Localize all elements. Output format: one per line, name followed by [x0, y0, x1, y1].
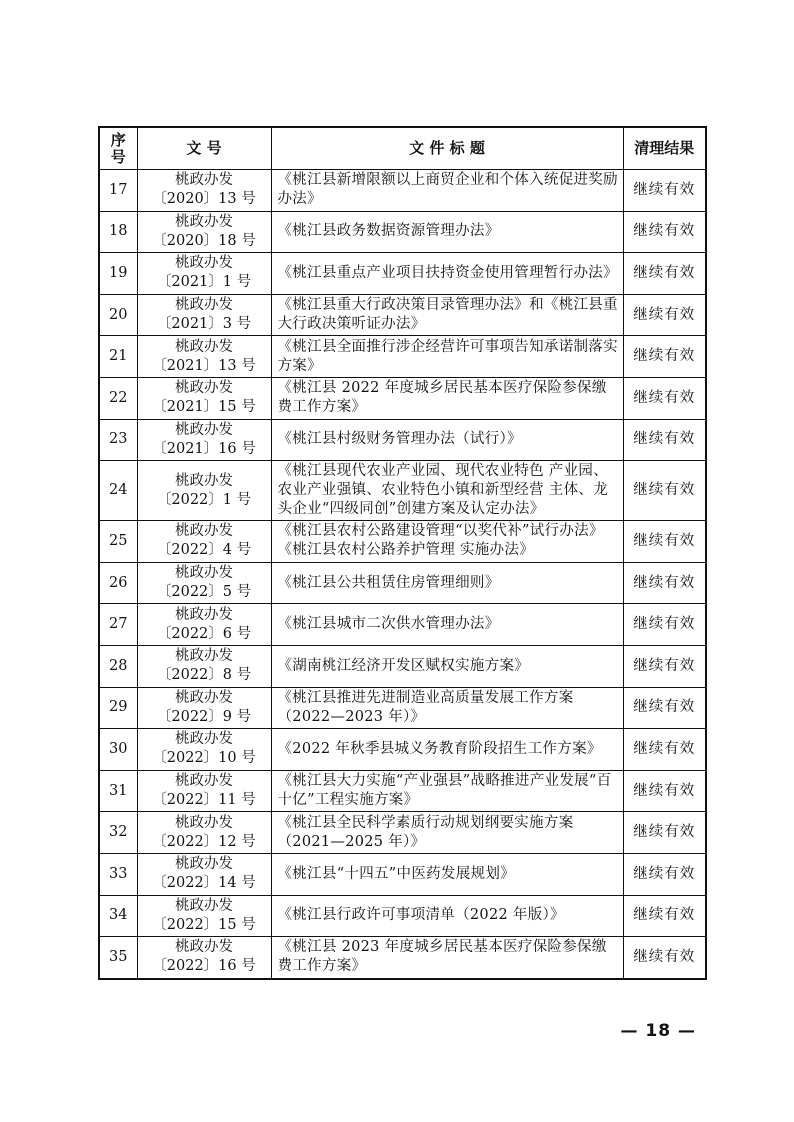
row-result: 继续有效 — [623, 461, 706, 521]
row-result: 继续有效 — [623, 687, 706, 729]
doc-no-number: 〔2020〕13 号 — [152, 191, 256, 208]
doc-no-prefix: 桃政办发 — [175, 213, 233, 230]
doc-no-number: 〔2022〕1 号 — [156, 491, 252, 508]
doc-no-prefix: 桃政办发 — [175, 255, 233, 272]
row-seq: 33 — [99, 853, 137, 895]
row-seq: 22 — [99, 377, 137, 419]
table-row — [99, 294, 706, 336]
table-row — [99, 812, 706, 854]
row-seq: 27 — [99, 604, 137, 646]
row-title: 《桃江县 2022 年度城乡居民基本医疗保险参保缴费工作方案》 — [271, 377, 623, 419]
doc-no-prefix: 桃政办发 — [175, 606, 233, 623]
doc-no-number: 〔2021〕13 号 — [152, 357, 256, 374]
row-title: 《桃江县全面推行涉企经营许可事项告知承诺制落实方案》 — [271, 336, 623, 378]
row-doc-no — [137, 170, 271, 212]
row-title: 《桃江县公共租赁住房管理细则》 — [271, 562, 623, 604]
table-row — [99, 377, 706, 419]
doc-no-number: 〔2021〕3 号 — [156, 316, 252, 333]
row-seq: 31 — [99, 770, 137, 812]
doc-no-prefix: 桃政办发 — [175, 472, 233, 489]
row-title: 《桃江县政务数据资源管理办法》 — [271, 211, 623, 253]
row-title: 《桃江县“十四五”中医药发展规划》 — [271, 853, 623, 895]
row-title: 《桃江县新增限额以上商贸企业和个体入统促进奖励办法》 — [271, 170, 623, 212]
row-result: 继续有效 — [623, 853, 706, 895]
row-title: 《桃江县推进先进制造业高质量发展工作方案（2022—2023 年）》 — [271, 687, 623, 729]
header-title: 文 件 标 题 — [271, 127, 623, 170]
table-row — [99, 770, 706, 812]
row-result: 继续有效 — [623, 562, 706, 604]
row-seq: 26 — [99, 562, 137, 604]
row-result: 继续有效 — [623, 604, 706, 646]
document-table — [98, 126, 707, 980]
row-seq: 28 — [99, 645, 137, 687]
row-seq: 18 — [99, 211, 137, 253]
page-number: — 18 — — [620, 1021, 696, 1041]
row-doc-no — [137, 687, 271, 729]
row-title: 《桃江县村级财务管理办法（试行）》 — [271, 419, 623, 461]
row-result: 继续有效 — [623, 419, 706, 461]
doc-no-prefix: 桃政办发 — [175, 523, 233, 540]
row-title: 《桃江县重大行政决策目录管理办法》和《桃江县重大行政决策听证办法》 — [271, 294, 623, 336]
doc-no-number: 〔2022〕8 号 — [156, 667, 252, 684]
table-row — [99, 937, 706, 979]
row-doc-no — [137, 645, 271, 687]
doc-no-number: 〔2022〕14 号 — [152, 875, 256, 892]
row-doc-no — [137, 770, 271, 812]
doc-no-prefix: 桃政办发 — [175, 172, 233, 189]
table-row — [99, 211, 706, 253]
table-row — [99, 645, 706, 687]
doc-no-prefix: 桃政办发 — [175, 731, 233, 748]
row-title: 《桃江县现代农业产业园、现代农业特色 产业园、农业产业强镇、农业特色小镇和新型经营 主体、龙头企业“四级同创”创建方案及认定办法》 — [271, 461, 623, 521]
doc-no-number: 〔2022〕15 号 — [152, 916, 256, 933]
doc-no-prefix: 桃政办发 — [175, 338, 233, 355]
row-doc-no — [137, 211, 271, 253]
row-doc-no — [137, 895, 271, 937]
doc-no-prefix: 桃政办发 — [175, 689, 233, 706]
doc-no-number: 〔2021〕16 号 — [152, 440, 256, 457]
row-doc-no — [137, 604, 271, 646]
row-title: 《2022 年秋季县城义务教育阶段招生工作方案》 — [271, 729, 623, 771]
table-row — [99, 687, 706, 729]
row-result: 继续有效 — [623, 377, 706, 419]
row-doc-no — [137, 521, 271, 563]
doc-no-number: 〔2022〕5 号 — [156, 584, 252, 601]
table-row — [99, 853, 706, 895]
row-doc-no — [137, 812, 271, 854]
doc-no-number: 〔2020〕18 号 — [152, 232, 256, 249]
table-row — [99, 461, 706, 521]
doc-no-prefix: 桃政办发 — [175, 897, 233, 914]
table-row — [99, 170, 706, 212]
doc-no-prefix: 桃政办发 — [175, 421, 233, 438]
row-title: 《桃江县城市二次供水管理办法》 — [271, 604, 623, 646]
doc-no-number: 〔2021〕1 号 — [156, 274, 252, 291]
table-header-row — [99, 127, 706, 170]
row-doc-no — [137, 853, 271, 895]
row-seq: 25 — [99, 521, 137, 563]
table-row — [99, 604, 706, 646]
row-doc-no — [137, 253, 271, 295]
row-title: 《桃江县行政许可事项清单（2022 年版）》 — [271, 895, 623, 937]
doc-no-number: 〔2022〕12 号 — [152, 833, 256, 850]
row-result: 继续有效 — [623, 521, 706, 563]
doc-no-number: 〔2022〕4 号 — [156, 542, 252, 559]
table-row — [99, 336, 706, 378]
row-result: 继续有效 — [623, 895, 706, 937]
doc-no-prefix: 桃政办发 — [175, 648, 233, 665]
doc-no-number: 〔2021〕15 号 — [152, 399, 256, 416]
header-doc-no: 文 号 — [137, 127, 271, 170]
doc-no-prefix: 桃政办发 — [175, 773, 233, 790]
row-doc-no — [137, 336, 271, 378]
table-row — [99, 253, 706, 295]
header-seq — [99, 127, 137, 170]
header-result: 清理结果 — [623, 127, 706, 170]
row-doc-no — [137, 562, 271, 604]
doc-no-prefix: 桃政办发 — [175, 856, 233, 873]
doc-no-number: 〔2022〕11 号 — [152, 792, 256, 809]
row-seq: 30 — [99, 729, 137, 771]
doc-no-prefix: 桃政办发 — [175, 939, 233, 956]
doc-no-prefix: 桃政办发 — [175, 297, 233, 314]
row-title: 《湖南桃江经济开发区赋权实施方案》 — [271, 645, 623, 687]
table-body — [99, 170, 706, 979]
row-result: 继续有效 — [623, 937, 706, 979]
row-seq: 29 — [99, 687, 137, 729]
row-seq: 23 — [99, 419, 137, 461]
row-result: 继续有效 — [623, 253, 706, 295]
row-seq: 20 — [99, 294, 137, 336]
row-result: 继续有效 — [623, 645, 706, 687]
table-row — [99, 521, 706, 563]
doc-no-number: 〔2022〕10 号 — [152, 750, 256, 767]
row-title: 《桃江县全民科学素质行动规划纲要实施方案（2021—2025 年）》 — [271, 812, 623, 854]
row-seq: 21 — [99, 336, 137, 378]
table-row — [99, 562, 706, 604]
row-doc-no — [137, 461, 271, 521]
row-doc-no — [137, 294, 271, 336]
doc-no-prefix: 桃政办发 — [175, 565, 233, 582]
row-result: 继续有效 — [623, 812, 706, 854]
row-seq: 32 — [99, 812, 137, 854]
row-seq: 35 — [99, 937, 137, 979]
doc-no-prefix: 桃政办发 — [175, 814, 233, 831]
row-title: 《桃江县大力实施“产业强县”战略推进产业发展“百十亿”工程实施方案》 — [271, 770, 623, 812]
row-seq: 19 — [99, 253, 137, 295]
row-result: 继续有效 — [623, 211, 706, 253]
doc-no-prefix: 桃政办发 — [175, 380, 233, 397]
doc-no-number: 〔2022〕16 号 — [152, 958, 256, 975]
row-doc-no — [137, 377, 271, 419]
row-doc-no — [137, 937, 271, 979]
row-title: 《桃江县 2023 年度城乡居民基本医疗保险参保缴费工作方案》 — [271, 937, 623, 979]
row-result: 继续有效 — [623, 336, 706, 378]
table-row — [99, 729, 706, 771]
table-row — [99, 419, 706, 461]
row-doc-no — [137, 729, 271, 771]
row-seq: 24 — [99, 461, 137, 521]
row-seq: 17 — [99, 170, 137, 212]
doc-no-number: 〔2022〕6 号 — [156, 625, 252, 642]
row-result: 继续有效 — [623, 170, 706, 212]
row-result: 继续有效 — [623, 294, 706, 336]
header-seq-label: 序号 — [110, 130, 126, 166]
row-doc-no — [137, 419, 271, 461]
row-seq: 34 — [99, 895, 137, 937]
table-row — [99, 895, 706, 937]
row-result: 继续有效 — [623, 770, 706, 812]
row-title: 《桃江县重点产业项目扶持资金使用管理暂行办法》 — [271, 253, 623, 295]
row-title: 《桃江县农村公路建设管理“以奖代补”试行办法》《桃江县农村公路养护管理 实施办法》 — [271, 521, 623, 563]
doc-no-number: 〔2022〕9 号 — [156, 708, 252, 725]
row-result: 继续有效 — [623, 729, 706, 771]
